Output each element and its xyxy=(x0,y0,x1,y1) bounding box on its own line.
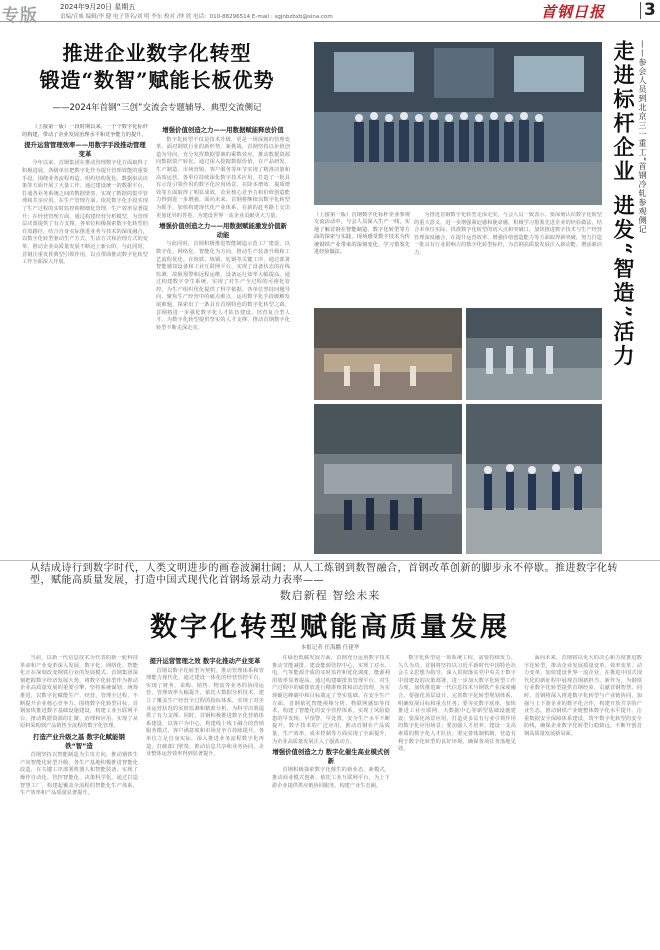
lower-col5-body: 面向未来，首钢将以更大的决心和力度推进数字化转型，推动企业发展质量变革、效率变革、动力变革，加快建设世界一流企业，在推进中国式现代化的新征程中展现首钢新担当、新作为，为钢铁行业数字化转型提供首钢经验、贡献首钢智慧。同时，首钢将深入推进数字化转型与产业链协同，加强与上下游企业的数字化合作，构建开放共享的产业生态，推动钢铁产业链整体数字化水平提升。注重数据安全保障体系建设，筑牢数字化转型的安全防线，确保企业数字化转型行稳致远，不断开创首钢高质量发展新局面。 xyxy=(524,655,642,737)
newspaper-logo: 首钢日报 xyxy=(541,3,606,21)
top-col3-body: 与此同时，首钢积极推进智能制造示范工厂建设，以数字化、网络化、智能化为方向，推动生产装备升级和工艺流程优化。在炼铁、炼钢、轧钢等关键工序，通过部署智能感知设备和工业互联网平台，实现了设备状态的在线监测、故障预警和远程运维，设备运行效率大幅提高。通过构建数字孪生系统，实现了对生产全过程的可视化管控，为生产组织优化提供了科学依据。各单位坚持问题导向，聚焦生产经营中的痛点难点，运用数字化手段破解发展难题，探索出了一条具有首钢特色的数字化转型之路。首钢将进一步强化数字化人才队伍建设，培育复合型人才，为数字化转型提供坚实的人才支撑，推动首钢数字化转型不断走深走实。 xyxy=(156,241,290,331)
lower-col2 xyxy=(146,655,264,945)
lower-byline: 本报记者 任海鹏 任建华 xyxy=(300,645,360,651)
vertical-subtitle: ——参会人员到北京三一重工“首钢冷轧参观侧记 xyxy=(638,40,647,235)
top-lede: （上接第一版）一段时期以来，一个个数字化标杆的构建，带动了企业发展治理水平和竞争能力的提升。 xyxy=(22,124,148,138)
factory-photo-3 xyxy=(314,404,462,554)
top-headline-line2: 锻造“数智”赋能长板优势 xyxy=(39,68,275,92)
top-subhead-b: 增强价值创造之力——用数据赋能释放价值 xyxy=(162,126,284,134)
lower-kicker: 数启新程 智绘未来 xyxy=(279,589,381,602)
lower-col3-body-b: 首钢积极探索数字化催生的新业态、新模式，推动商业模式创新。依托工业互联网平台，为上下游企业提供供应链协同服务，构建产业生态圈。 xyxy=(272,767,390,789)
top-col1-body: 今年以来，首钢集团在推动管理数字化方面取得了积极进展，各级单位把数字化作为提升管理效能的重要手段，围绕业务流程再造、组织结构优化、数据驱动决策等方面开展了大量工作。通过建设统一的数据平台，打通各业务系统之间的数据壁垒，实现了数据的集中管理和共享应用。在生产管理方面，依托数字化手段实现了生产过程的实时监控和精细化管理，生产效率显著提升；在经营管理方面，通过构建经营分析模型，为管理层决策提供了有力支撑。各单位积极探索数字化转型的有效路径，结合自身实际推进业务与技术的深度融合，以数字化转型驱动生产方式、生活方式和治理方式的变革，推动企业高质量发展不断迈上新台阶。与此同时，首钢注重发挥典型引领作用，以点带面推动数字化转型工作全面深入开展。 xyxy=(22,160,148,266)
factory-photo-4 xyxy=(466,404,602,554)
lower-col2-body: 首钢以数字化转型为契机，推动管理体系和管理能力现代化。通过建设一体化的经营管控平台，实现了财务、采购、销售、物流等业务的协同运营，管理效率大幅提升。依托大数据分析技术，建立了覆盖生产经营全过程的指标体系，实现了对企业运营状况的实时监测和精准分析，为科学决策提供了有力支撑。同时，首钢积极推进数字化营销体系建设，以客户为中心，构建线上线下融合的营销服务模式，客户满意度和市场竞争力持续提升。各单位立足自身实际，深入推进业务流程数字化再造，打破部门壁垒，推动信息共享和业务协同，企业整体运营效率得到显著提升。 xyxy=(146,667,264,758)
top-col5-body: 为推进首钢数字化转型走深走实，与会人员一致表示，要深刻认识数字化转型的重大意义，进一步增强紧迫感和使命感，积极学习借鉴先进企业的经验做法，结合本单位实际，找准数字化转型的切入点和突破口，加快推进数字技术与生产经营管理深度融合，在提升运营效率、增强价值创造能力等方面取得新突破，努力打造一批具有行业影响力的数字化转型标杆，为首钢高质量发展注入新动能、增添新活力。 xyxy=(414,212,602,256)
lower-col4-body: 数字化转型是一项系统工程，需要持续发力、久久为功。首钢将坚持以习近平新时代中国特色社会主义思想为指导，深入贯彻落实党中央关于数字中国建设的决策部署，进一步加大数字化转型工作力度，加快推进新一代信息技术与钢铁产业深度融合。要强化顶层设计，完善数字化转型规划体系，明确发展目标和重点任务；要夯实数字底座，加快推进工业互联网、大数据中心等新型基础设施建设；要深化场景应用，打造更多具有行业引领作用的数字化应用场景；要加强人才培养，建设一支高素质的数字化人才队伍；要完善体制机制，营造有利于数字化转型的良好环境，确保各项任务落地见效。 xyxy=(398,655,516,753)
top-subhead-a: 提升运营管理效率——用数字手段推动管理变革 xyxy=(24,141,146,158)
vertical-headline: 走进标杆企业 进发“智造”活力 xyxy=(611,40,636,369)
page-number: 3 xyxy=(644,0,656,20)
lower-subhead-b: 提升运营管理之效 数字化推动产业变革 xyxy=(149,657,261,665)
lower-col3 xyxy=(272,655,390,945)
top-article-col1 xyxy=(22,124,148,556)
intro-band: 从结成诗行到数字时代，人类文明进步的画卷波澜壮阔；从人工炼钢到数智融合，首钢改革创新的脚步永不停歇。推进数字化转型，赋能高质量发展，打造中国式现代化首钢场景动力表率—— xyxy=(30,563,618,586)
section-tag: 专版 xyxy=(2,6,38,26)
lower-col1-body-b: 首钢坚持以智能制造为主攻方向，推动钢铁生产向智能化转型升级。各生产基地积极推进智能化改造，在关键工序部署机器人和智能装备，实现了操作自动化、管控智能化、决策科学化。通过打造智慧工厂，构建起覆盖全流程的智能化生产体系，生产效率和产品质量显著提升。 xyxy=(20,752,138,797)
top-article-col5 xyxy=(414,212,602,304)
top-subhead-c: 增强价值创造之力——用数据赋能激发价值新动能 xyxy=(159,222,287,239)
lower-col1-body: 当前，以新一代信息技术为代表的新一轮科技革命和产业变革深入发展，数字化、网络化、智能化正在深刻改变钢铁行业的发展模式。首钢集团深刻把握数字经济发展大势，将数字化转型作为推动企业高质量发展的重要引擎，坚持系统谋划、统筹推进，以数字化赋能生产、经营、管理全过程，不断提升企业核心竞争力。围绕数字化转型目标，首钢加快推进数字基础设施建设，构建工业互联网平台，推动数据资源的汇聚、治理和应用，实现了从原料采购到产品销售全流程的数字化管理。 xyxy=(20,655,138,730)
lower-col1 xyxy=(20,655,138,945)
factory-photo-2 xyxy=(466,308,602,400)
top-headline xyxy=(22,40,292,94)
vertical-headline-block xyxy=(610,40,650,470)
group-photo xyxy=(314,42,602,205)
lower-col4 xyxy=(398,655,516,945)
top-headline-line1: 推进企业数字化转型 xyxy=(62,41,252,65)
masthead xyxy=(0,0,660,26)
section-divider xyxy=(0,560,660,561)
masthead-divider xyxy=(640,2,641,19)
top-col2-body: 数字化转型不仅是技术升级，更是一场深刻的管理变革。面对钢铁行业的新形势、新挑战，首钢坚持以价值创造为导向，充分发挥数据要素的乘数效应，推动数据资源向数据资产转化。通过深入挖掘数据价值，在产品研发、生产制造、市场营销、客户服务等环节实现了精准决策和高效运营。各单位持续深化数字技术应用，打造了一批具有示范引领作用的数字化应用场景，在降本增效、提质增效等方面取得了明显成效，企业核心竞争力和价值创造能力得到进一步增强。面向未来，首钢将继续以数字化转型为抓手，加快构建现代化产业体系，在新的赶考路上交出更加优异的答卷，为建设世界一流企业贡献更大力量。 xyxy=(156,136,290,219)
lower-col5 xyxy=(524,655,642,945)
lower-subhead-a: 打造产业升级之基 数字化赋能钢铁“智”造 xyxy=(33,732,125,750)
lower-headline: 数字化转型赋能高质量发展 xyxy=(150,612,510,643)
lower-col3-body: 在绿色低碳发展方面，首钢充分运用数字技术推动节能减排，建设能源管控中心，实现了对水、电、气等能源介质的实时监控和优化调度，能源利用效率显著提高。通过构建碳排放管理平台，对生产过程中的碳排放进行精准核算和动态管理，为实现碳达峰碳中和目标奠定了坚实基础。在安全生产方面，首钢依托智能视频分析、物联网感知等技术，构建了智能化的安全管控体系，实现了风险隐患的早发现、早预警、早处置，安全生产水平不断提升。数字技术的广泛应用，推动首钢在产品质量、生产效率、成本控制等方面实现了全面提升，为企业高质量发展注入了强劲动力。 xyxy=(272,655,390,745)
factory-photo-1 xyxy=(314,308,462,400)
top-subtitle: ——2024年首钢“三创”交流会专题辅导、典型交流侧记 xyxy=(52,103,262,113)
lower-subhead-c: 增强价值创造之力 数字化催生高业模式创新 xyxy=(272,748,390,765)
editorial-info: 责编/宣威 编辑/李 健 电子签名/刘 明 李东 校对 /钟 欣 电话：010-88296514 E-mail : sgjnbzbxb@sina.com xyxy=(60,14,333,20)
group-photo-caption: （上接第一版）首钢数字化标杆企业参观交流活动中，与会人员深入生产一线，实地了解首钢在智能制造、数字化转型等方面的探索与实践，现场感受数字技术为传统钢铁产业带来的深刻变化，学习借鉴先进经验做法。 xyxy=(314,212,410,256)
top-article-col2 xyxy=(156,124,290,556)
issue-date: 2024年9月20日 星期五 xyxy=(60,3,136,11)
